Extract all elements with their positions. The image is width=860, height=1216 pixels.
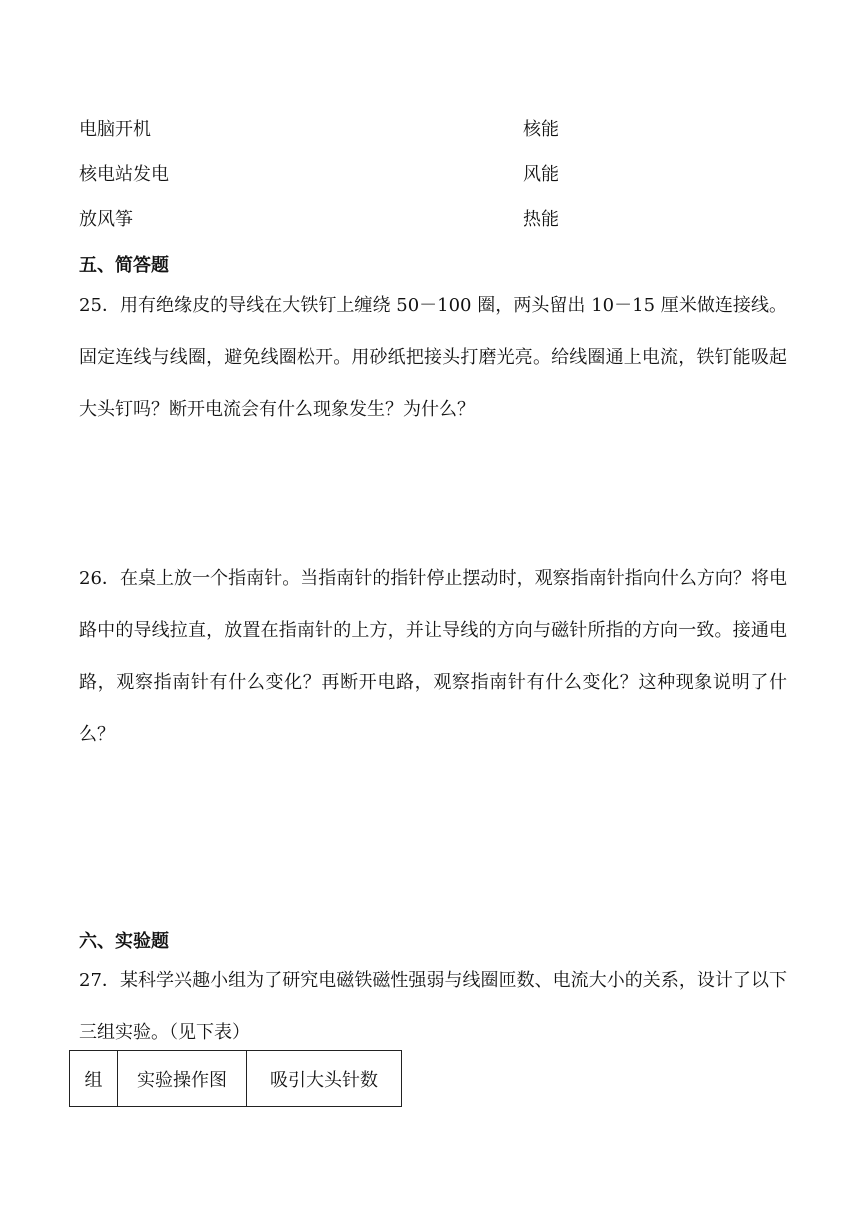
table-header-group: 组 <box>70 1051 118 1107</box>
match-left-3: 放风筝 <box>79 209 133 230</box>
table-header-row <box>70 1051 402 1107</box>
question-26: 26．在桌上放一个指南针。当指南针的指针停止摆动时，观察指南针指向什么方向？将电路中的导线拉直，放置在指南针的上方，并让导线的方向与磁针所指的方向一致。接通电路，观察指南针有什么变化？再断开电路，观察指南针有什么变化？这种现象说明了什么？ <box>79 568 787 745</box>
section-6-title: 六、实验题 <box>79 931 169 952</box>
match-left-2: 核电站发电 <box>79 164 169 185</box>
table-header-pins: 吸引大头针数 <box>247 1051 402 1107</box>
question-27: 27．某科学兴趣小组为了研究电磁铁磁性强弱与线圈匝数、电流大小的关系，设计了以下三组实验。（见下表） <box>79 970 787 1043</box>
section-5-title: 五、简答题 <box>79 255 169 276</box>
match-left-1: 电脑开机 <box>79 119 151 140</box>
match-right-3: 热能 <box>523 209 559 230</box>
match-right-1: 核能 <box>523 119 559 140</box>
experiment-table <box>69 1050 402 1107</box>
table-header-diagram: 实验操作图 <box>118 1051 247 1107</box>
question-25: 25．用有绝缘皮的导线在大铁钉上缠绕 50－100 圈，两头留出 10－15 厘米做连接线。固定连线与线圈，避免线圈松开。用砂纸把接头打磨光亮。给线圈通上电流，铁钉能吸起大头钉吗？断开电流会有什么现象发生？为什么？ <box>79 295 787 420</box>
match-right-2: 风能 <box>523 164 559 185</box>
